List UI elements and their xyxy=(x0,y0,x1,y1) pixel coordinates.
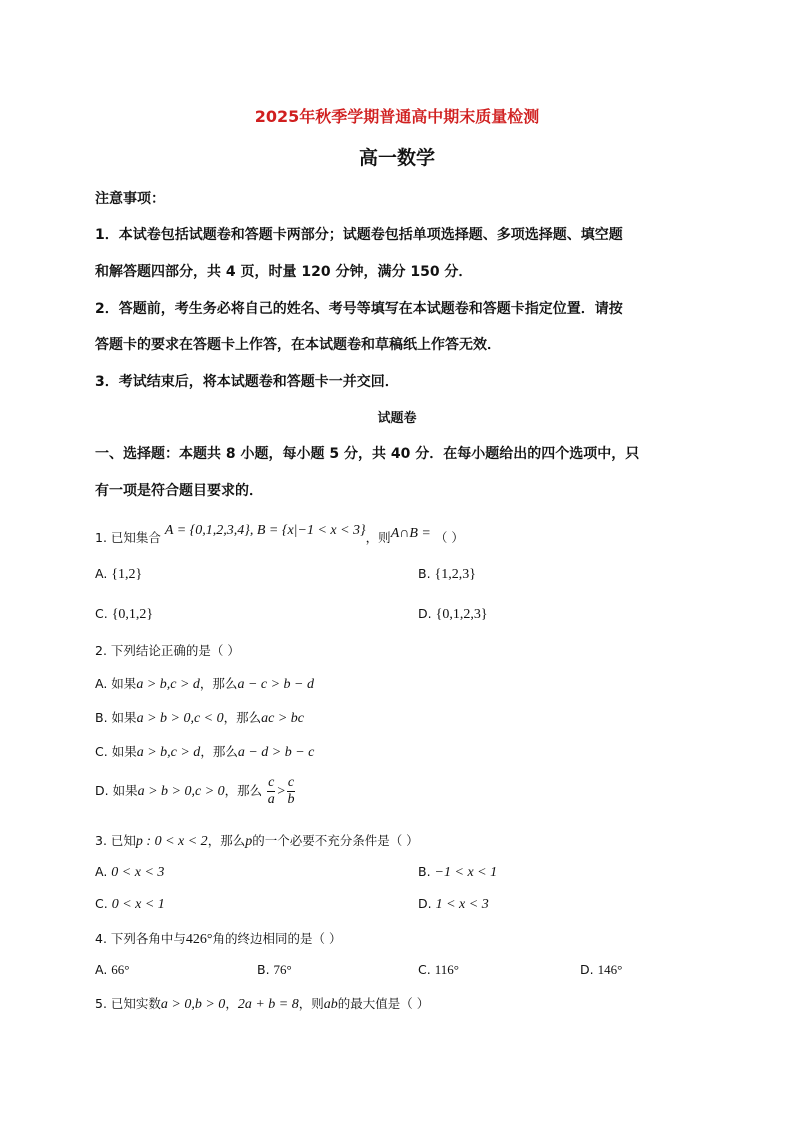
option-label: B. xyxy=(95,710,108,725)
option-text: {0,1,2,3} xyxy=(435,607,488,622)
option-text: 146° xyxy=(597,962,623,977)
fraction-c-over-b xyxy=(287,776,295,807)
option-cond: a > b > 0,c > 0 xyxy=(137,784,225,799)
q4-suffix: 角的终边相同的是（ ） xyxy=(212,931,342,946)
option-text: {1,2} xyxy=(111,567,143,582)
option-mid: ，那么 xyxy=(223,710,262,725)
option-label: B. xyxy=(418,864,431,879)
note-1-line-1: 1．本试卷包括试题卷和答题卡两部分；试题卷包括单项选择题、多项选择题、填空题 xyxy=(95,227,623,243)
q5-condition-2: 2a + b = 8 xyxy=(237,997,299,1012)
option-text: 0 < x < 3 xyxy=(111,865,165,880)
q4-option-a xyxy=(95,962,130,978)
question-4-stem xyxy=(95,929,342,948)
q5-separator: ， xyxy=(225,996,238,1011)
option-mid: ，那么 xyxy=(224,783,263,798)
option-label: B. xyxy=(257,962,270,977)
notes-heading: 注意事项： xyxy=(95,191,165,207)
q4-option-d xyxy=(580,962,622,978)
option-label: D. xyxy=(418,896,432,911)
option-text: 1 < x < 3 xyxy=(435,897,489,912)
option-label: A. xyxy=(95,676,108,691)
option-text: {0,1,2} xyxy=(111,607,154,622)
q5-variable: ab xyxy=(323,997,338,1012)
option-cond: a > b > 0,c < 0 xyxy=(136,711,224,726)
option-label: B. xyxy=(418,566,431,581)
q3-prefix: 3. 已知 xyxy=(95,833,136,848)
q5-mid: ，则 xyxy=(298,996,324,1011)
q3-option-c xyxy=(95,896,165,913)
q1-option-d xyxy=(418,606,488,623)
option-pre: 如果 xyxy=(111,710,137,725)
option-label: C. xyxy=(95,744,108,759)
note-2-line-2: 答题卡的要求在答题卡上作答，在本试题卷和草稿纸上作答无效． xyxy=(95,337,501,353)
section-1-line-2: 有一项是符合题目要求的． xyxy=(95,483,263,499)
option-result: a − c > b − d xyxy=(237,677,314,692)
option-text: 66° xyxy=(111,962,130,977)
q3-variable: p xyxy=(245,834,253,849)
q2-option-c xyxy=(95,742,314,761)
option-mid: ，那么 xyxy=(200,744,238,759)
option-result: ac > bc xyxy=(261,711,305,726)
q1-option-a xyxy=(95,566,142,583)
q1-prefix: 1. 已知集合 xyxy=(95,530,161,545)
option-label: D. xyxy=(580,962,594,977)
option-label: D. xyxy=(95,783,109,798)
comparison-operator: > xyxy=(276,784,286,799)
section-1-line-1: 一、选择题：本题共 8 小题，每小题 5 分，共 40 分．在每小题给出的四个选项中，只 xyxy=(95,446,640,462)
q1-option-c xyxy=(95,606,153,623)
q4-angle: 426° xyxy=(185,932,213,947)
note-1-line-2: 和解答题四部分，共 4 页，时量 120 分钟，满分 150 分． xyxy=(95,264,473,280)
q5-suffix: 的最大值是（ ） xyxy=(337,996,430,1011)
option-label: A. xyxy=(95,566,108,581)
option-cond: a > b,c > d xyxy=(136,745,201,760)
q3-mid: ，那么 xyxy=(207,833,246,848)
q1-expr: A∩B = xyxy=(390,526,431,541)
option-result: a − d > b − c xyxy=(237,745,315,760)
option-pre: 如果 xyxy=(111,676,137,691)
question-1-stem xyxy=(95,523,464,547)
option-label: C. xyxy=(418,962,431,977)
option-text: {1,2,3} xyxy=(434,567,476,582)
option-text: 116° xyxy=(434,962,459,977)
q1-set-a: A = {0,1,2,3,4} xyxy=(164,523,250,538)
option-cond: a > b,c > d xyxy=(136,677,200,692)
denominator: b xyxy=(287,792,295,807)
option-label: C. xyxy=(95,606,108,621)
q3-option-d xyxy=(418,896,489,913)
note-3: 3．考试结束后，将本试题卷和答题卡一并交回． xyxy=(95,374,399,390)
exam-title: 2025年秋季学期普通高中期末质量检测 xyxy=(254,107,540,126)
q2-option-d xyxy=(95,776,296,807)
q1-blank: （ ） xyxy=(434,530,464,545)
option-text: 0 < x < 1 xyxy=(111,897,165,912)
option-text: 76° xyxy=(273,962,292,977)
q4-prefix: 4. 下列各角中与 xyxy=(95,931,186,946)
q5-prefix: 5. 已知实数 xyxy=(95,996,161,1011)
q3-condition: p : 0 < x < 2 xyxy=(135,834,208,849)
option-pre: 如果 xyxy=(111,744,137,759)
question-2-stem: 2. 下列结论正确的是（ ） xyxy=(95,643,240,658)
q1-set-b: , B = {x|−1 < x < 3} xyxy=(249,523,366,538)
option-label: A. xyxy=(95,962,108,977)
option-pre: 如果 xyxy=(112,783,138,798)
q5-condition-1: a > 0,b > 0 xyxy=(160,997,226,1012)
q1-option-b xyxy=(418,566,476,583)
option-label: D. xyxy=(418,606,432,621)
q3-option-a xyxy=(95,864,164,881)
q4-option-b xyxy=(257,962,292,978)
fraction-c-over-a xyxy=(267,776,275,807)
q3-option-b xyxy=(418,864,497,881)
q3-suffix: 的一个必要不充分条件是（ ） xyxy=(252,833,419,848)
numerator: c xyxy=(268,775,275,790)
q2-option-b xyxy=(95,708,304,727)
q2-option-a xyxy=(95,674,314,693)
numerator: c xyxy=(287,775,295,790)
option-label: C. xyxy=(95,896,108,911)
q1-then: ，则 xyxy=(365,530,391,545)
q4-option-c xyxy=(418,962,459,978)
option-text: −1 < x < 1 xyxy=(434,865,498,880)
question-3-stem xyxy=(95,831,419,850)
note-2-line-1: 2．答题前，考生务必将自己的姓名、考号等填写在本试题卷和答题卡指定位置．请按 xyxy=(95,301,623,317)
question-5-stem xyxy=(95,994,429,1013)
option-label: A. xyxy=(95,864,108,879)
denominator: a xyxy=(267,792,275,807)
paper-label: 试题卷 xyxy=(377,411,417,426)
subject-title: 高一数学 xyxy=(358,147,435,169)
option-mid: ，那么 xyxy=(199,676,238,691)
